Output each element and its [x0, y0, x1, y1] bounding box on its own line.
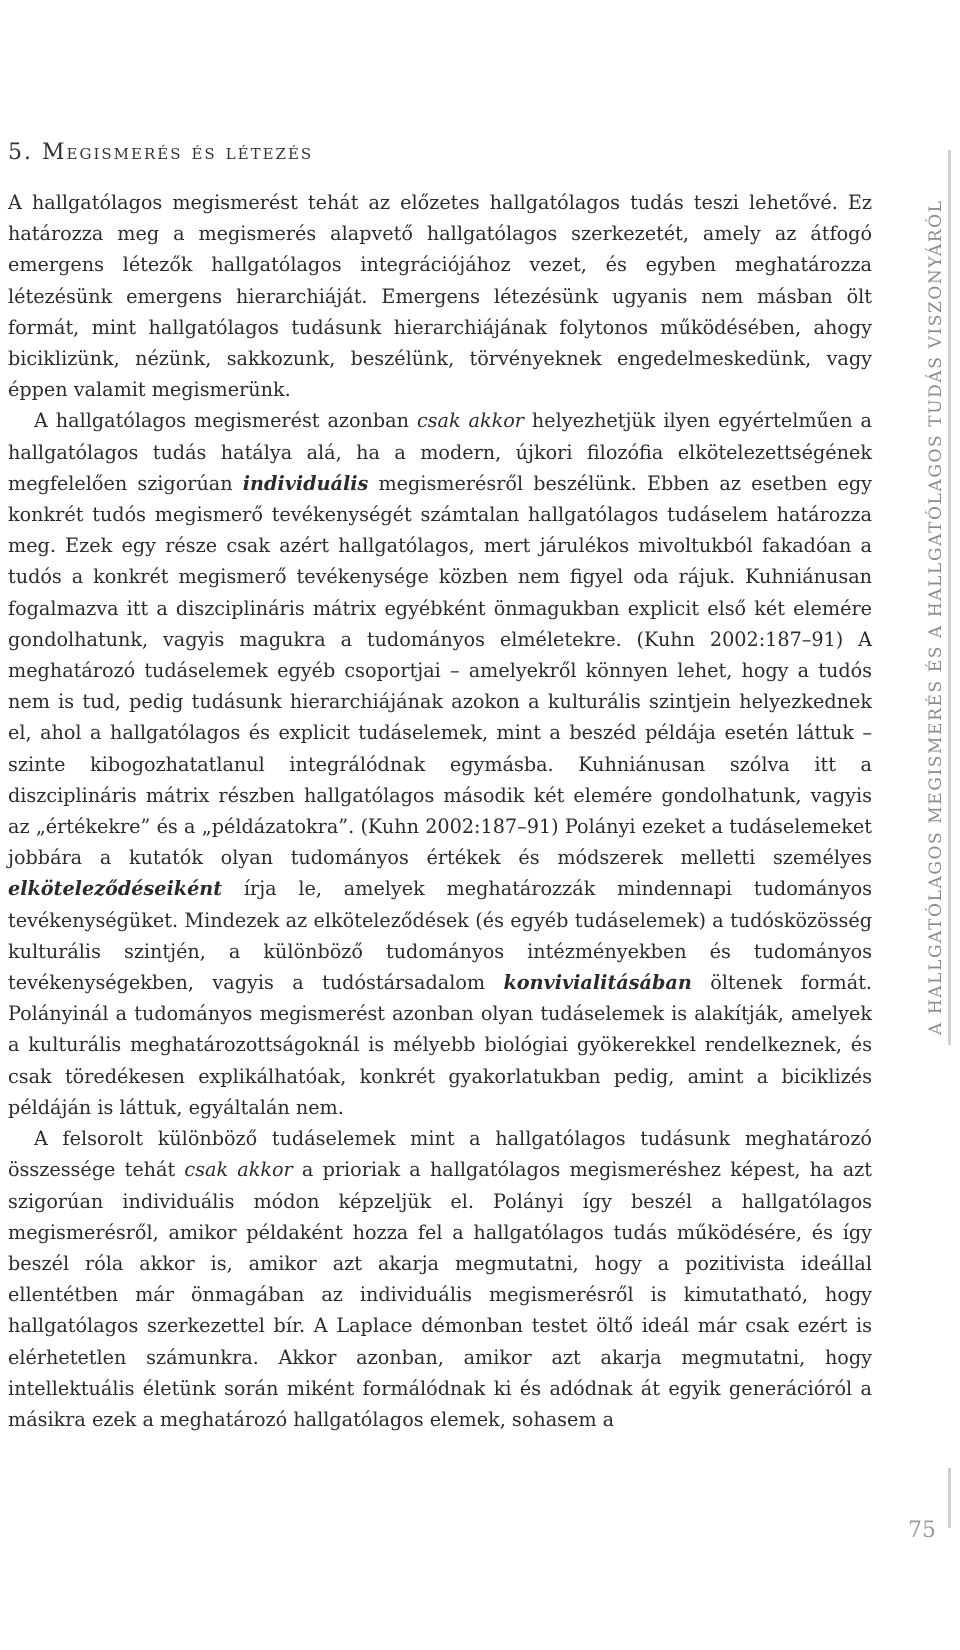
paragraph-2-text-3: megismerésről beszélünk. Ebben az esetben egy konkrét tudós megismerő tevékenységét számtalan hallgatólagos tudáselem határozza meg. Ezek egy része csak azért hallgatólagos, mert járulékos mivoltukból fakadóan a tudós a konkrét megismerő tevékenysége közben nem figyel oda rájuk. Kuhniánusan fogalmazva itt a diszciplináris mátrix egyébként önmagukban explicit első két elemére gondolhatunk, vagyis magukra a tudományos elméletekre. (Kuhn 2002:187–91) A meghatározó tudáselemek egyéb csoportjai – amelyekről könnyen lehet, hogy a tudós nem is tud, pedig tudásunk hierarchiájának azokon a kulturális szintjein helyezkednek el, ahol a hallgatólagos és explicit tudáselemek, mint a beszéd példája esetén láttuk – szinte kibogozhatatlanul integrálódnak egymásba. Kuhniánusan szólva itt a diszciplináris mátrix részben hallgatólagos második két elemére gondolhatunk, vagyis az „értékekre” és a „példázatokra”. (Kuhn 2002:187–91) Polányi ezeket a tudáselemeket jobbára a kutatók olyan tudományos értékek és módszerek melletti személyes — [8, 471, 872, 870]
running-head: A HALLGATÓLAGOS MEGISMERÉS ÉS A HALLGATÓLAGOS TUDÁS VISZONYÁRÓL — [926, 199, 946, 1035]
paragraph-2-text-1: A hallgatólagos megismerést azonban — [34, 409, 417, 433]
emphasis-konvivialitasaban: konvivialitásában — [503, 971, 692, 995]
emphasis-csak-akkor-2: csak akkor — [184, 1158, 293, 1182]
paragraph-2 — [8, 405, 872, 1123]
paragraph-2-text-4: írja le, amelyek meghatározzák mindennapi tudományos tevékenységüket. Mindezek az elköteleződések (és egyéb tudáselemek) a tudósközösség kulturális szintjén, a különböző tudományos intézményekben és tudományos tevékenységekben, vagyis a tudóstársadalom — [8, 877, 872, 995]
paragraph-3-text-2: a prioriak a hallgatólagos megismeréshez képest, ha azt szigorúan individuális módon képzeljük el. Polányi így beszél a hallgatólagos megismerésről, amikor példaként hozza fel a hallgatólagos tudás működésére, és így beszél róla akkor is, amikor azt akarja megmutatni, hogy a pozitivista ideállal ellentétben már önmagában az individuális megismerésről is kimutatható, hogy hallgatólagos szerkezettel bír. A Laplace démonban testet öltő ideál már csak ezért is elérhetetlen számunkra. Akkor azonban, amikor azt akarja megmutatni, hogy intellektuális életünk során miként formálódnak ki és adódnak át egyik generációról a másikra ezek a meghatározó hallgatólagos elemek, sohasem a — [8, 1158, 872, 1431]
emphasis-individualis: individuális — [242, 471, 369, 495]
page-number: 75 — [908, 1518, 936, 1543]
margin-rule-bottom — [948, 1468, 951, 1528]
paragraph-3-text-1: A felsorolt különböző tudáselemek mint a hallgatólagos tudásunk meghatározó összessége tehát — [8, 1127, 872, 1182]
paragraph-2-text-2: helyezhetjük ilyen egyértelműen a hallgatólagos tudás hatálya alá, ha a modern, újkori filozófia elkötelezettségének megfelelően szigorúan — [8, 409, 872, 495]
page-body — [8, 140, 872, 1435]
emphasis-csak-akkor: csak akkor — [416, 409, 524, 433]
paragraph-3 — [8, 1123, 872, 1435]
paragraph-1: A hallgatólagos megismerést tehát az előzetes hallgatólagos tudás teszi lehetővé. Ez határozza meg a megismerés alapvető hallgatólagos szerkezetét, amely az átfogó emergens létezők hallgatólagos integrációjához vezet, és egyben meghatározza létezésünk emergens hierarchiáját. Emergens létezésünk ugyanis nem másban ölt formát, mint hallgatólagos tudásunk hierarchiájának folytonos működésében, ahogy biciklizünk, nézünk, sakkozunk, beszélünk, törvényeknek engedelmeskedünk, vagy éppen valamit megismerünk. — [8, 191, 872, 402]
emphasis-elkotelezodeseikent: elköteleződéseiként — [8, 877, 223, 901]
margin-rule-top — [948, 150, 951, 1045]
chapter-title: 5. Megismerés és létezés — [8, 140, 314, 165]
paragraph-2-text-5: öltenek formát. Polányinál a tudományos megismerést azonban olyan tudáselemek is alakítják, amelyek a kulturális meghatározottságoknál is mélyebb biológiai gyökerekkel rendelkeznek, és csak töredékesen explikálhatóak, konkrét gyakorlatukban pedig, amint a biciklizés példáján is láttuk, egyáltalán nem. — [8, 971, 873, 1119]
